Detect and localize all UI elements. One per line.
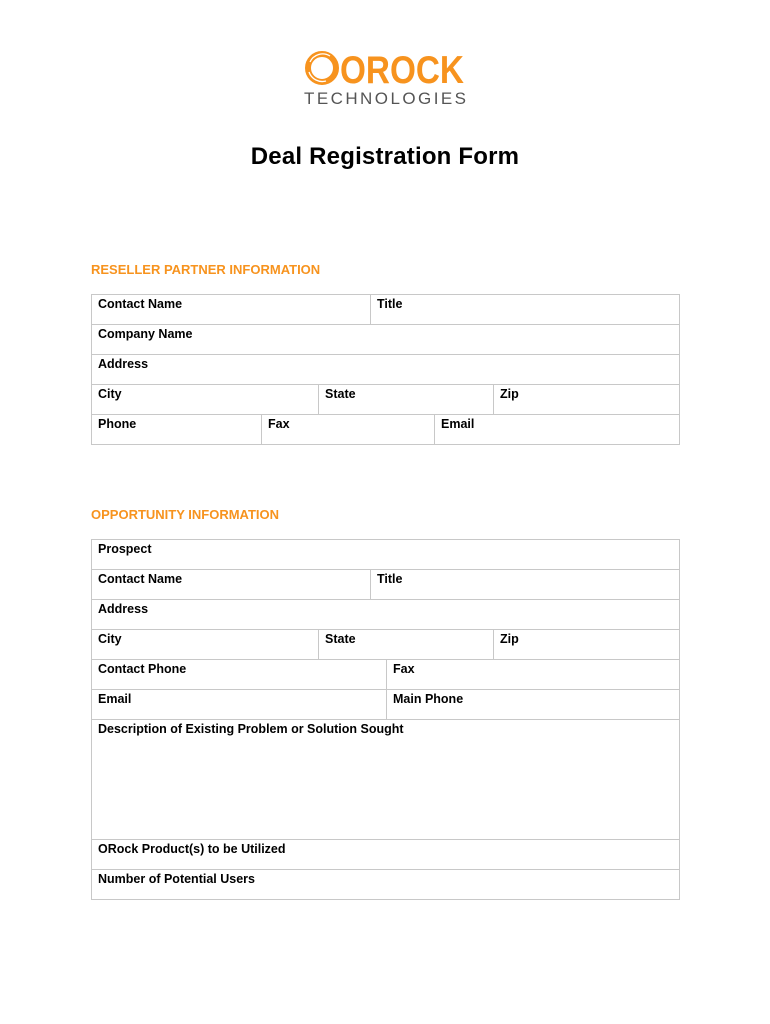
- table-row: [91, 540, 680, 570]
- reseller-zip-field[interactable]: [493, 385, 679, 414]
- field-label: Contact Phone: [98, 662, 187, 676]
- logo-subtext: TECHNOLOGIES: [304, 89, 466, 108]
- field-label: Main Phone: [393, 692, 464, 706]
- field-label: City: [98, 632, 122, 646]
- opportunity-main-phone-field[interactable]: [386, 690, 679, 719]
- table-row: [91, 415, 680, 445]
- opportunity-address-field[interactable]: [92, 600, 679, 629]
- reseller-phone-field[interactable]: [92, 415, 261, 444]
- table-row: [91, 600, 680, 630]
- reseller-partner-table: [91, 294, 680, 445]
- orock-logo: [300, 48, 470, 108]
- field-label: Description of Existing Problem or Solution Sought: [98, 722, 404, 736]
- opportunity-fax-field[interactable]: [386, 660, 679, 689]
- reseller-state-field[interactable]: [318, 385, 493, 414]
- field-label: State: [325, 632, 356, 646]
- opportunity-table: [91, 539, 680, 900]
- table-row: [91, 325, 680, 355]
- reseller-contact-name-field[interactable]: [92, 295, 370, 324]
- table-row: [91, 720, 680, 840]
- field-label: Company Name: [98, 327, 193, 341]
- field-label: Zip: [500, 387, 519, 401]
- orock-logo-graphic: [300, 48, 470, 108]
- opportunity-email-field[interactable]: [92, 690, 386, 719]
- table-row: [91, 870, 680, 900]
- opportunity-city-field[interactable]: [92, 630, 318, 659]
- field-label: Title: [377, 572, 403, 586]
- prospect-field[interactable]: [92, 540, 679, 569]
- reseller-email-field[interactable]: [434, 415, 679, 444]
- table-row: [91, 570, 680, 600]
- field-label: State: [325, 387, 356, 401]
- field-label: Fax: [393, 662, 415, 676]
- table-row: [91, 355, 680, 385]
- field-label: Email: [98, 692, 132, 706]
- potential-users-field[interactable]: [92, 870, 679, 899]
- orock-products-field[interactable]: [92, 840, 679, 869]
- table-row: [91, 385, 680, 415]
- opportunity-title-field[interactable]: [370, 570, 679, 599]
- logo-wordmark: OROCK: [340, 49, 464, 92]
- field-label: Title: [377, 297, 403, 311]
- opportunity-state-field[interactable]: [318, 630, 493, 659]
- field-label: Email: [441, 417, 475, 431]
- document-title: Deal Registration Form: [250, 143, 520, 170]
- opportunity-contact-phone-field[interactable]: [92, 660, 386, 689]
- field-label: Zip: [500, 632, 519, 646]
- table-row: [91, 660, 680, 690]
- reseller-company-name-field[interactable]: [92, 325, 679, 354]
- field-label: Address: [98, 602, 149, 616]
- field-label: Contact Name: [98, 572, 183, 586]
- field-label: Prospect: [98, 542, 152, 556]
- table-row: [91, 630, 680, 660]
- reseller-address-field[interactable]: [92, 355, 679, 384]
- field-label: ORock Product(s) to be Utilized: [98, 842, 286, 856]
- opportunity-contact-name-field[interactable]: [92, 570, 370, 599]
- reseller-city-field[interactable]: [92, 385, 318, 414]
- opportunity-zip-field[interactable]: [493, 630, 679, 659]
- table-row: [91, 840, 680, 870]
- field-label: Number of Potential Users: [98, 872, 255, 886]
- field-label: Phone: [98, 417, 137, 431]
- reseller-section-heading: RESELLER PARTNER INFORMATION: [91, 262, 321, 277]
- field-label: City: [98, 387, 122, 401]
- table-row: [91, 690, 680, 720]
- field-label: Contact Name: [98, 297, 183, 311]
- field-label: Address: [98, 357, 149, 371]
- reseller-fax-field[interactable]: [261, 415, 434, 444]
- reseller-title-field[interactable]: [370, 295, 679, 324]
- field-label: Fax: [268, 417, 290, 431]
- problem-description-field[interactable]: [92, 720, 679, 839]
- table-row: [91, 295, 680, 325]
- opportunity-section-heading: OPPORTUNITY INFORMATION: [91, 507, 280, 522]
